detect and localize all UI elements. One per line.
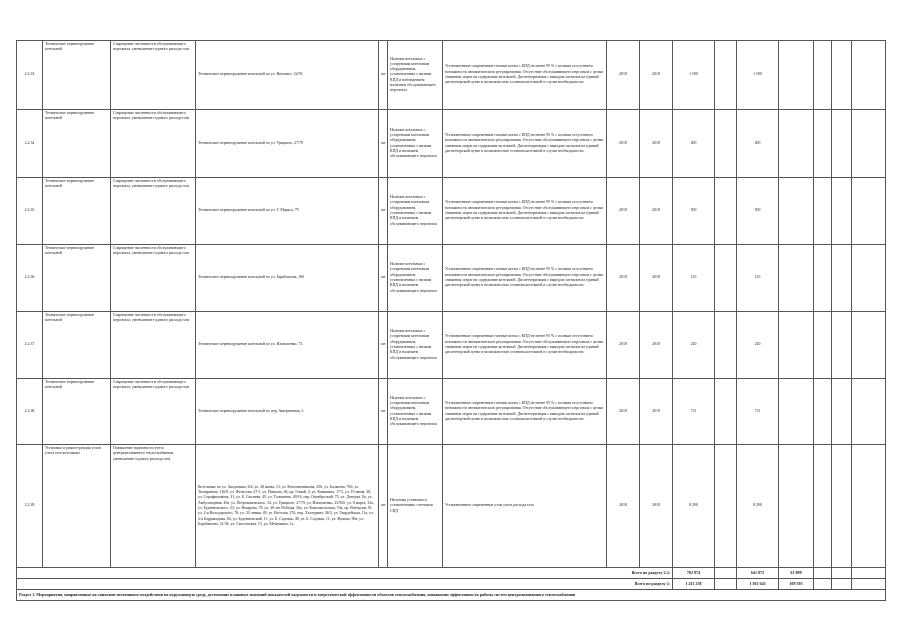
cell-end: 2018 [640,445,673,568]
cell-unit: шт [379,41,388,110]
cell-purpose: Повышение надежности учета централизованного теплоснабжения, уменьшение годового расхода газа [111,445,196,568]
cell-empty [852,568,886,579]
cell-start: 2018 [607,110,640,178]
total-v3: 61 899 [779,568,814,579]
cell-cost: 731 [673,379,715,445]
cell-location: Техническое перевооружение котельной по ул. Ильюшенко, 73 [196,312,379,379]
cell-empty [852,445,886,568]
cell-problem: Наличие котельных с устаревшим котельным оборудованием, установленных с низким КПД и наблюдением наличием обслуживающего персонала [388,41,443,110]
cell-end: 2018 [640,41,673,110]
cell-empty [832,312,852,379]
cell-empty [852,178,886,245]
cell-location: Техническое перевооружение котельной по ул. Урицкого, 27/79 [196,110,379,178]
cell-problem: Наличие котельных с устаревшим котельным оборудованием, установленных с низким КПД и наличием обслуживающего персонала [388,110,443,178]
cell-v2: 500 [737,178,779,245]
cell-v2: 731 [737,379,779,445]
table-row [17,379,886,445]
cell-v1 [715,41,737,110]
table-row [17,178,886,245]
cell-v3 [779,110,814,178]
cell-unit: шт [379,245,388,312]
cell-name: Техническое перевооружение котельной [43,379,111,445]
cell-num: 2.2.33 [17,41,43,110]
total-v2: 1 301 643 [737,579,779,590]
cell-v1 [715,379,737,445]
cell-num: 2.2.37 [17,312,43,379]
cell-problem: Наличие котельных с устаревшим котельным оборудованием, установленных с низким КПД и наличием обслуживающего персонала [388,245,443,312]
cell-cost: 8 200 [673,445,715,568]
cell-num: 2.2.35 [17,178,43,245]
cell-empty [814,379,832,445]
cell-purpose: Сокращение численности обслуживающего персонала, уменьшение годового расхода газа [111,41,196,110]
cell-unit: шт [379,445,388,568]
cell-problem: Неполная установка и установленных счетчиков СПД [388,445,443,568]
cell-empty [832,178,852,245]
cell-name: Техническое перевооружение котельной [43,110,111,178]
total-v3: 109 595 [779,579,814,590]
cell-empty [852,110,886,178]
cell-empty [832,245,852,312]
cell-v2: 400 [737,110,779,178]
cell-v2: 220 [737,312,779,379]
cell-v1 [715,445,737,568]
cell-start: 2018 [607,41,640,110]
cell-name: Техническое перевооружение котельной [43,312,111,379]
cell-name: Техническое перевооружение котельной [43,245,111,312]
cell-empty [852,312,886,379]
cell-name: Техническое перевооружение котельной [43,41,111,110]
cell-empty [832,579,852,590]
cell-empty [852,579,886,590]
cell-empty [814,178,832,245]
cell-end: 2018 [640,312,673,379]
cell-cost: 220 [673,312,715,379]
cell-location: Котельные по ул. Академика, 6/4, ул. 28 июня, 13, ул. Котловичникова, 2б6, ул. Балкоева, 76б, ул. Тимирязева, 116/9, ул. Фетисова, 27/1, ул. Павлова, 46, пр. Гимай, 4, ул. Кожикина, 17/3, ул. 19 июня, 38, ул. Серафимовича, 31, ул. Б. Сыснева, 45, ул. Толмачева, 49/16, пер. Октябрьский, 75, ул. Данчука, 8а, ул. Амбулаторная, 49а, ул. Петровановского, 34, ул. Урицкого, 27/79, ул. Ильюшенко, 23/92б, ул. 8 марта, 33а, ул. Буденновского, 23, ул. Назарова, 78, ул. 40 лет Победы, 36а, ул. Комсомольская, 53а, пр. Ватерсии, 91, ул. 2-я Володарского, 76, ул. 33 линия, 49, ул. Веселая, 27б, пер. Халтурина, 36/3, ул. Гвардейская, 11а, ул. 2-я Баррикадная, 82, ул. Буденновский, 11, ул. Б. Садовая, 48, ул. Б. Садовая, 11, ул. Жукова, 90а, ул. Барабашова, 21/36, ул. Смоленская, 15, ул. Мечникова, 1а [196,445,379,568]
cell-v1 [715,245,737,312]
total-label: Всего по разделу 2: [17,579,673,590]
cell-v3 [779,178,814,245]
table-row [17,41,886,110]
cell-start: 2018 [607,445,640,568]
cell-v2: 8 200 [737,445,779,568]
cell-cost: 1 500 [673,41,715,110]
cell-empty [814,41,832,110]
cell-v3 [779,41,814,110]
cell-unit: шт [379,379,388,445]
cell-end: 2018 [640,110,673,178]
cell-end: 2018 [640,245,673,312]
cell-v1 [715,110,737,178]
cell-start: 2018 [607,178,640,245]
cell-problem: Наличие котельных с устаревшим котельным оборудованием, установленных с низким КПД и наличием обслуживающего персонала [388,379,443,445]
cell-num: 2.2.39 [17,445,43,568]
cell-num: 2.2.34 [17,110,43,178]
cell-end: 2018 [640,178,673,245]
cell-unit: шт [379,110,388,178]
total-v1 [715,579,737,590]
cell-purpose: Сокращение численности обслуживающего персонала, уменьшение годового расхода газа [111,312,196,379]
cell-v3 [779,445,814,568]
cell-end: 2018 [640,379,673,445]
total-sum: 1 411 238 [673,579,715,590]
cell-problem: Наличие котельных с устаревшим котельным оборудованием, установленных с низким КПД и наличием обслуживающего персонала [388,178,443,245]
cell-effect: Установленные современные газовые котлы с КПД не менее 95 % с полным отсутствием возможности автоматического регулирования. Отсутствие обслуживающего персонала с целью снижения затрат на содержание котельной. Диспетчеризация с выводом сигналов на единый диспетчерский пункт и возможностью останова котельной в случае необходимости. [443,379,607,445]
total-sum: 702 974 [673,568,715,579]
investment-program-table [16,40,886,601]
cell-cost: 400 [673,110,715,178]
cell-v1 [715,312,737,379]
cell-name: Установка и реконструкция узлов учета газа котельных [43,445,111,568]
cell-v3 [779,245,814,312]
cell-start: 2018 [607,312,640,379]
cell-empty [814,312,832,379]
cell-purpose: Сокращение численности обслуживающего персонала, уменьшение годового расхода газа [111,379,196,445]
cell-empty [832,110,852,178]
total-label: Всего по разделу 2.2: [17,568,673,579]
cell-empty [832,445,852,568]
cell-purpose: Сокращение численности обслуживающего персонала, уменьшение годового расхода газа [111,110,196,178]
cell-effect: Установленные современные газовые котлы с КПД не менее 95 % с полным отсутствием возможности автоматического регулирования. Отсутствие обслуживающего персонала с целью снижения затрат на содержание котельной. Диспетчеризация с выводом сигналов на единый диспетчерский пункт и возможностью останова котельной в случае необходимости. [443,312,607,379]
table-row [17,245,886,312]
cell-empty [814,579,832,590]
cell-purpose: Сокращение численности обслуживающего персонала, уменьшение годового расхода газа [111,245,196,312]
cell-location: Техническое перевооружение котельной по ул. Г. Маркса, 79 [196,178,379,245]
cell-cost: 125 [673,245,715,312]
cell-unit: шт [379,178,388,245]
cell-empty [814,568,832,579]
cell-empty [852,379,886,445]
cell-empty [832,379,852,445]
cell-v2: 125 [737,245,779,312]
cell-location: Техническое перевооружение котельной по пер. Заверничная, 2 [196,379,379,445]
cell-unit: шт [379,312,388,379]
cell-location: Техническое перевооружение котельной по ул. Барабашова, 18б [196,245,379,312]
table-row [17,312,886,379]
total-row [17,579,886,590]
cell-purpose: Сокращение численности обслуживающего персонала, уменьшение годового расхода газа [111,178,196,245]
cell-empty [852,41,886,110]
cell-v3 [779,312,814,379]
table-row [17,110,886,178]
cell-start: 2018 [607,379,640,445]
cell-name: Техническое перевооружение котельной [43,178,111,245]
section-title: Раздел 3. Мероприятия, направленные на снижение негативного воздействия на окружающую среду, достижение плановых значений показателей надежности и энергетической эффективности объектов теплоснабжения, повышение эффективности работы систем централизованного теплоснабжения [17,590,886,601]
cell-problem: Наличие котельных с устаревшим котельным оборудованием, установленных с низким КПД и наличием обслуживающего персонала [388,312,443,379]
section-header-row [17,590,886,601]
cell-cost: 500 [673,178,715,245]
cell-num: 2.2.38 [17,379,43,445]
cell-v2: 1 500 [737,41,779,110]
cell-empty [814,110,832,178]
cell-num: 2.2.36 [17,245,43,312]
cell-effect: Установленные современные газовые котлы с КПД не менее 95 % с полным отсутствием возможности автоматического регулирования. Отсутствие обслуживающего персонала с целью снижения затрат на содержание котельной. Диспетчеризация с выводом сигналов на единый диспетчерский пункт и возможностью останова котельной в случае необходимости. [443,110,607,178]
cell-effect: Установленные современные газовые котлы с КПД не менее 95 % с полным отсутствием возможности автоматического регулирования. Отсутствие обслуживающего персонала с целью снижения затрат на содержание котельной. Диспетчеризация с выводом сигналов на единый диспетчерский пункт и возможностью останова котельной в случае необходимости. [443,245,607,312]
cell-empty [814,245,832,312]
total-v2: 641 075 [737,568,779,579]
cell-start: 2018 [607,245,640,312]
table-row [17,445,886,568]
cell-effect: Установленные современные узлы учета расхода газа [443,445,607,568]
cell-effect: Установленные современные газовые котлы с КПД не менее 95 % с полным отсутствием возможности автоматического регулирования. Отсутствие обслуживающего персонала с целью снижения затрат на содержание котельной. Диспетчеризация с выводом сигналов на единый диспетчерский пункт и возможностью останова котельной в случае необходимости. [443,178,607,245]
total-row [17,568,886,579]
cell-empty [832,41,852,110]
cell-empty [852,245,886,312]
cell-empty [832,568,852,579]
total-v1 [715,568,737,579]
cell-effect: Установленные современные газовые котлы с КПД не менее 95 % с полным отсутствием возможности автоматического регулирования. Отсутствие обслуживающего персонала с целью снижения затрат на содержание котельной. Диспетчеризация с выводом сигналов на единый диспетчерский пункт и возможностью останова котельной в случае необходимости. [443,41,607,110]
cell-location: Техническое перевооружение котельной по ул. Вильнюс, 22/93 [196,41,379,110]
cell-empty [814,445,832,568]
cell-v3 [779,379,814,445]
cell-v1 [715,178,737,245]
